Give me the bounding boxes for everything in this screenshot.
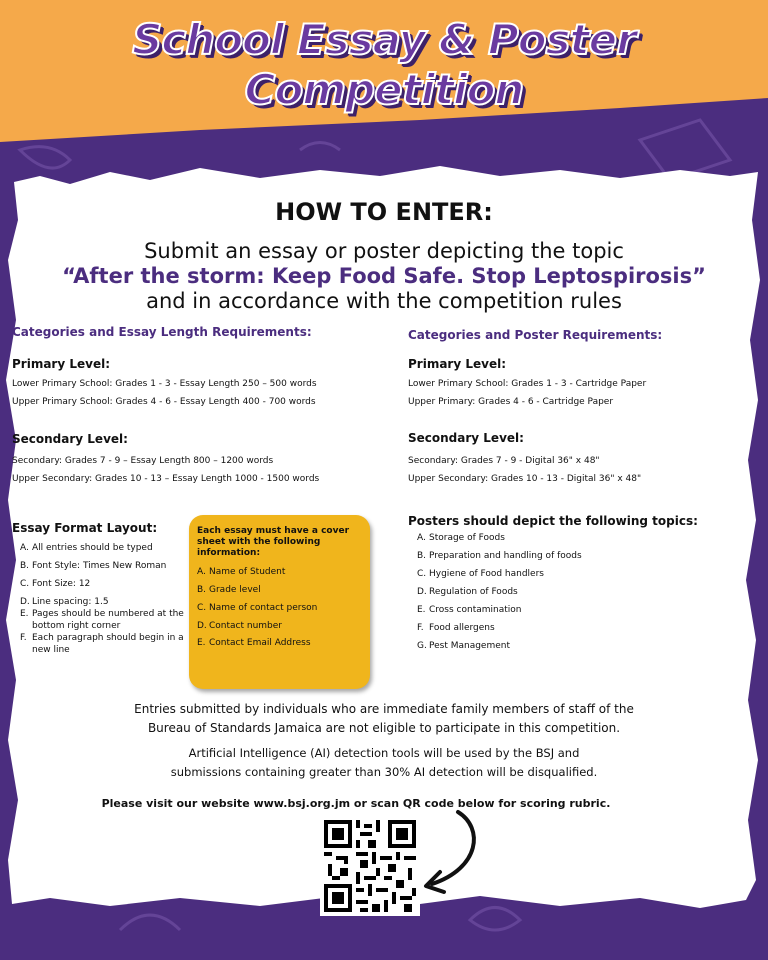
cover-item <box>197 638 311 648</box>
poster-secondary-line-2: Upper Secondary: Grades 10 - 13 - Digital 36" x 48" <box>408 474 642 484</box>
poster-primary-heading: Primary Level: <box>408 357 507 371</box>
eligibility-line-2: Bureau of Standards Jamaica are not eligible to participate in this competition. <box>147 721 621 735</box>
topic-item <box>409 586 709 598</box>
title-line-2: Competition <box>244 65 524 114</box>
title-line-1: School Essay & Poster <box>132 15 636 64</box>
topic-item-text: Preparation and handling of foods <box>429 551 582 561</box>
format-item <box>12 608 184 632</box>
cover-item <box>197 567 285 577</box>
topic-item-text: Cross contamination <box>429 605 522 615</box>
intro-topic: “After the storm: Keep Food Safe. Stop Leptospirosis” <box>62 264 706 288</box>
visit-website-text: Please visit our website www.bsj.org.jm or scan QR code below for scoring rubric. <box>101 797 611 810</box>
poster-secondary-heading: Secondary Level: <box>408 431 524 445</box>
format-item <box>12 596 184 608</box>
format-item-letter: A. <box>20 543 29 553</box>
topic-item-letter: D. <box>417 587 427 597</box>
essay-secondary-line-1: Secondary: Grades 7 - 9 – Essay Length 800 – 1200 words <box>12 456 274 466</box>
format-item <box>12 542 184 554</box>
topic-item-letter: G. <box>417 641 427 651</box>
curved-arrow-icon <box>418 806 488 896</box>
format-item-text: All entries should be typed <box>32 543 153 553</box>
format-item <box>12 560 184 572</box>
cover-sheet-heading: Each essay must have a cover sheet with the following information: <box>197 526 350 558</box>
ai-notice-line-1: Artificial Intelligence (AI) detection tools will be used by the BSJ and <box>188 746 580 760</box>
topic-item-text: Food allergens <box>429 623 495 633</box>
poster-topics-list <box>409 532 709 658</box>
cover-item-text: Contact number <box>209 621 283 631</box>
topic-item-letter: F. <box>417 623 424 633</box>
essay-categories-heading: Categories and Essay Length Requirements: <box>12 325 312 339</box>
format-item-letter: D. <box>20 597 30 607</box>
intro-line-1: Submit an essay or poster depicting the topic <box>144 239 624 263</box>
cover-sheet-box <box>189 515 370 689</box>
cover-item-text: Contact Email Address <box>209 638 311 648</box>
topic-item-letter: A. <box>417 533 426 543</box>
format-item-letter: B. <box>20 561 30 571</box>
topic-item <box>409 640 709 652</box>
ai-notice-line-2: submissions containing greater than 30% AI detection will be disqualified. <box>170 765 598 779</box>
topic-item <box>409 622 709 634</box>
essay-primary-heading: Primary Level: <box>12 357 111 371</box>
topic-item-text: Pest Management <box>429 641 511 651</box>
topic-item <box>409 532 709 544</box>
essay-primary-line-2: Upper Primary School: Grades 4 - 6 - Essay Length 400 - 700 words <box>12 397 316 407</box>
poster-topics-heading: Posters should depict the following topics: <box>408 514 698 528</box>
format-item-text: Pages should be numbered at the bottom right corner <box>32 609 184 631</box>
cover-item-letter: C. <box>197 603 207 613</box>
format-item-letter: E. <box>20 609 29 619</box>
topic-item-letter: E. <box>417 605 426 615</box>
poster-primary-line-1: Lower Primary School: Grades 1 - 3 - Cartridge Paper <box>408 379 647 389</box>
cover-item-letter: E. <box>197 638 206 648</box>
cover-item <box>197 585 261 595</box>
essay-secondary-heading: Secondary Level: <box>12 432 128 446</box>
cover-item-letter: A. <box>197 567 206 577</box>
format-item-text: Each paragraph should begin in a new line <box>32 633 184 655</box>
cover-item-letter: D. <box>197 621 207 631</box>
format-item <box>12 632 184 656</box>
poster-categories-heading: Categories and Poster Requirements: <box>408 328 663 342</box>
topic-item-letter: C. <box>417 569 427 579</box>
intro-line-3: and in accordance with the competition rules <box>146 289 622 313</box>
topic-item <box>409 568 709 580</box>
cover-item-text: Name of Student <box>209 567 286 577</box>
qr-code[interactable] <box>320 816 420 916</box>
essay-primary-line-1: Lower Primary School: Grades 1 - 3 - Essay Length 250 – 500 words <box>12 379 317 389</box>
topic-item-text: Hygiene of Food handlers <box>429 569 544 579</box>
format-item-text: Font Style: Times New Roman <box>32 561 167 571</box>
cover-item-text: Grade level <box>209 585 261 595</box>
essay-format-list <box>12 542 184 662</box>
essay-format-heading: Essay Format Layout: <box>12 521 158 535</box>
format-item <box>12 578 184 590</box>
format-item-text: Font Size: 12 <box>32 579 91 589</box>
cover-item-text: Name of contact person <box>209 603 318 613</box>
topic-item-text: Storage of Foods <box>429 533 505 543</box>
how-to-enter-heading: HOW TO ENTER: <box>275 198 493 226</box>
poster-secondary-line-1: Secondary: Grades 7 - 9 - Digital 36" x 48" <box>408 456 600 466</box>
format-item-letter: C. <box>20 579 30 589</box>
essay-secondary-line-2: Upper Secondary: Grades 10 - 13 – Essay Length 1000 - 1500 words <box>12 474 320 484</box>
format-item-letter: F. <box>20 633 27 643</box>
topic-item-letter: B. <box>417 551 427 561</box>
format-item-text: Line spacing: 1.5 <box>32 597 109 607</box>
topic-item-text: Regulation of Foods <box>429 587 518 597</box>
topic-item <box>409 550 709 562</box>
cover-item <box>197 621 282 631</box>
topic-item <box>409 604 709 616</box>
poster-primary-line-2: Upper Primary: Grades 4 - 6 - Cartridge Paper <box>408 397 614 407</box>
cover-item <box>197 603 317 613</box>
cover-item-letter: B. <box>197 585 207 595</box>
eligibility-line-1: Entries submitted by individuals who are immediate family members of staff of the <box>134 702 634 716</box>
